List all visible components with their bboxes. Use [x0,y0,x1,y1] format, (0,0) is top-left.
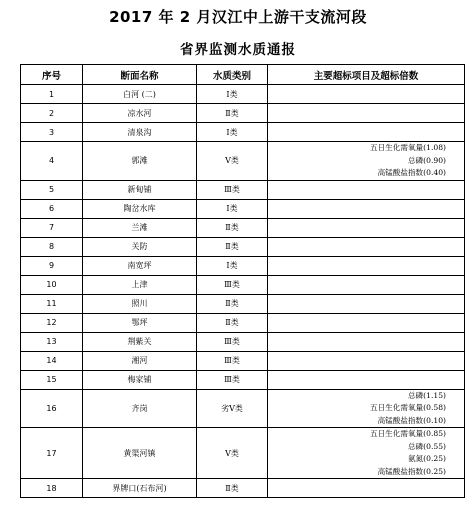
cell-no: 3 [21,123,83,142]
cell-no: 2 [21,104,83,123]
pollutant-item: 总磷(1.15) [407,390,446,400]
cell-no: 10 [21,275,83,294]
cell-no: 13 [21,332,83,351]
cell-pollutants [268,370,465,389]
table-row [21,479,465,498]
table-header-row [21,65,465,85]
table-row [21,218,465,237]
cell-no: 6 [21,199,83,218]
cell-no: 15 [21,370,83,389]
table-row [21,85,465,104]
cell-water-class: Ⅲ类 [197,370,268,389]
cell-section-name: 上津 [83,275,197,294]
cell-section-name: 鄂坪 [83,313,197,332]
column-header-name: 断面名称 [83,65,197,85]
cell-pollutants [268,428,465,479]
pollutant-item: 高锰酸盐指数(0.10) [377,415,446,425]
table-row [21,104,465,123]
table-row [21,351,465,370]
cell-water-class: Ⅰ类 [197,199,268,218]
cell-pollutants [268,104,465,123]
cell-no: 18 [21,479,83,498]
table-row [21,123,465,142]
cell-section-name: 白河 (二) [83,85,197,104]
pollutant-item: 五日生化需氧量(0.85) [370,429,446,438]
cell-water-class: Ⅱ类 [197,237,268,256]
table-row [21,237,465,256]
table-row [21,256,465,275]
cell-no: 9 [21,256,83,275]
column-header-no: 序号 [21,65,83,85]
cell-section-name: 陶岔水库 [83,199,197,218]
table-row [21,332,465,351]
cell-pollutants [268,123,465,142]
cell-section-name: 凉水河 [83,104,197,123]
cell-pollutants [268,256,465,275]
cell-water-class: Ⅱ类 [197,313,268,332]
cell-pollutants [268,180,465,199]
cell-no: 12 [21,313,83,332]
cell-water-class: Ⅲ类 [197,332,268,351]
cell-pollutants [268,332,465,351]
table-row [21,180,465,199]
report-subtitle: 省界监测水质通报 [180,42,296,58]
cell-section-name: 梅家铺 [83,370,197,389]
cell-pollutants [268,479,465,498]
cell-water-class: Ⅱ类 [197,479,268,498]
cell-no: 16 [21,389,83,428]
cell-pollutants [268,142,465,181]
cell-water-class: Ⅰ类 [197,85,268,104]
water-quality-table [20,64,465,498]
cell-water-class: 劣Ⅴ类 [197,389,268,428]
cell-section-name: 黄渠河镇 [83,428,197,479]
cell-no: 8 [21,237,83,256]
cell-pollutants [268,389,465,428]
cell-pollutants [268,294,465,313]
table-row [21,142,465,181]
report-title: 2017 年 2 月汉江中上游干支流河段 [109,8,367,26]
table-body [21,85,465,498]
cell-no: 1 [21,85,83,104]
pollutant-item: 高锰酸盐指数(0.25) [377,466,446,476]
cell-water-class: Ⅱ类 [197,294,268,313]
column-header-class: 水质类别 [197,65,268,85]
cell-water-class: Ⅲ类 [197,180,268,199]
cell-water-class: Ⅲ类 [197,275,268,294]
pollutant-item: 五日生化需氧量(1.08) [370,143,446,152]
cell-water-class: Ⅰ类 [197,123,268,142]
pollutant-item: 总磷(0.55) [407,441,446,451]
pollutant-item: 五日生化需氧量(0.58) [370,403,446,412]
cell-no: 5 [21,180,83,199]
cell-water-class: Ⅴ类 [197,142,268,181]
cell-pollutants [268,351,465,370]
pollutant-item: 高锰酸盐指数(0.40) [377,168,446,177]
table-row [21,428,465,479]
table-row [21,199,465,218]
cell-pollutants [268,218,465,237]
cell-no: 4 [21,142,83,181]
cell-section-name: 南宽坪 [83,256,197,275]
cell-section-name: 清泉沟 [83,123,197,142]
cell-section-name: 新甸铺 [83,180,197,199]
cell-section-name: 界牌口(石布河) [83,479,197,498]
pollutant-item: 氨氮(0.25) [407,454,446,463]
cell-section-name: 关防 [83,237,197,256]
cell-section-name: 郭滩 [83,142,197,181]
cell-water-class: Ⅲ类 [197,351,268,370]
column-header-pollutants: 主要超标项目及超标倍数 [268,65,465,85]
cell-no: 11 [21,294,83,313]
table-row [21,370,465,389]
table-row [21,389,465,428]
cell-section-name: 兰滩 [83,218,197,237]
table-row [21,275,465,294]
table-row [21,313,465,332]
cell-no: 17 [21,428,83,479]
cell-pollutants [268,85,465,104]
cell-water-class: Ⅱ类 [197,218,268,237]
pollutant-item: 总磷(0.90) [407,155,446,165]
cell-pollutants [268,275,465,294]
table-row [21,294,465,313]
cell-water-class: Ⅱ类 [197,104,268,123]
cell-section-name: 照川 [83,294,197,313]
cell-pollutants [268,237,465,256]
cell-pollutants [268,313,465,332]
cell-water-class: Ⅰ类 [197,256,268,275]
cell-water-class: Ⅴ类 [197,428,268,479]
cell-no: 7 [21,218,83,237]
cell-section-name: 湘河 [83,351,197,370]
cell-section-name: 荆紫关 [83,332,197,351]
cell-no: 14 [21,351,83,370]
cell-pollutants [268,199,465,218]
cell-section-name: 齐岗 [83,389,197,428]
